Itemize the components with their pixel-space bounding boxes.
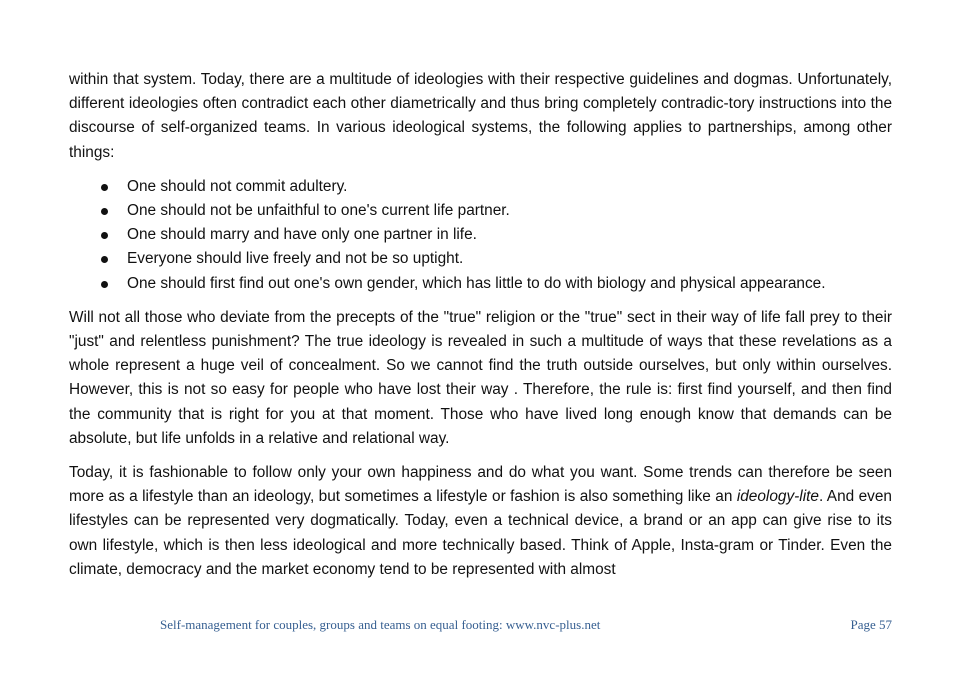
bullet-text: One should not be unfaithful to one's current life partner. [127, 202, 510, 220]
bullet-item [69, 175, 892, 199]
bullet-text: One should first find out one's own gender, which has little to do with biology and physical appearance. [127, 274, 826, 292]
page-body [69, 68, 892, 582]
bullet-text: One should not commit adultery. [127, 177, 348, 195]
bullet-dot-icon [101, 281, 108, 288]
bullet-dot-icon [101, 184, 108, 191]
paragraph-3-text-end: . And even lifestyles can be represented very dogmatically. Today, even a technical device, a brand or an app can give rise to its own lifestyle, which is then less ideological and more technically based. Think of Apple, Insta-gram or Tinder. Even the climate, democracy and the market economy tend to be represented with almost [69, 488, 892, 578]
paragraph-2: Will not all those who deviate from the precepts of the "true" religion or the "true" sect in their way of life fall prey to their "just" and relentless punishment? The true ideology is revealed in such a multitude of ways that these revelations as a whole represent a huge veil of concealment. So we cannot find the truth outside ourselves, but only within ourselves. However, this is not so easy for people who have lost their way . Therefore, the rule is: first find yourself, and then find the community that is right for you at that moment. Those who have lived long enough know that demands can be absolute, but life unfolds in a relative and relational way. [69, 308, 892, 447]
bullet-item [69, 247, 892, 271]
bullet-list [69, 175, 892, 296]
bullet-text: One should marry and have only one partner in life. [127, 226, 477, 244]
paragraph-3 [69, 461, 892, 582]
bullet-dot-icon [101, 232, 108, 239]
bullet-dot-icon [101, 208, 108, 215]
footer-title: Self-management for couples, groups and teams on equal footing: www.nvc-plus.net [160, 617, 601, 632]
bullet-text: Everyone should live freely and not be so uptight. [127, 250, 464, 268]
bullet-dot-icon [101, 256, 108, 263]
paragraph-1: within that system. Today, there are a multitude of ideologies with their respective guidelines and dogmas. Unfortunately, different ideologies often contradict each other diametrically and thus bring completely contradic-tory instructions into the discourse of self-organized teams. In various ideological systems, the following applies to partnerships, among other things: [69, 71, 892, 161]
paragraph-3-italic-term: ideology-lite [736, 488, 819, 506]
bullet-item [69, 199, 892, 223]
paragraph-3-text-start: Today, it is fashionable to follow only your own happiness and do what you want. Some trends can therefore be seen more as a lifestyle than an ideology, but sometimes a lifestyle or fashion is also something like an [69, 464, 892, 506]
bullet-item [69, 272, 892, 296]
bullet-item [69, 223, 892, 247]
page-number: Page 57 [850, 617, 892, 632]
